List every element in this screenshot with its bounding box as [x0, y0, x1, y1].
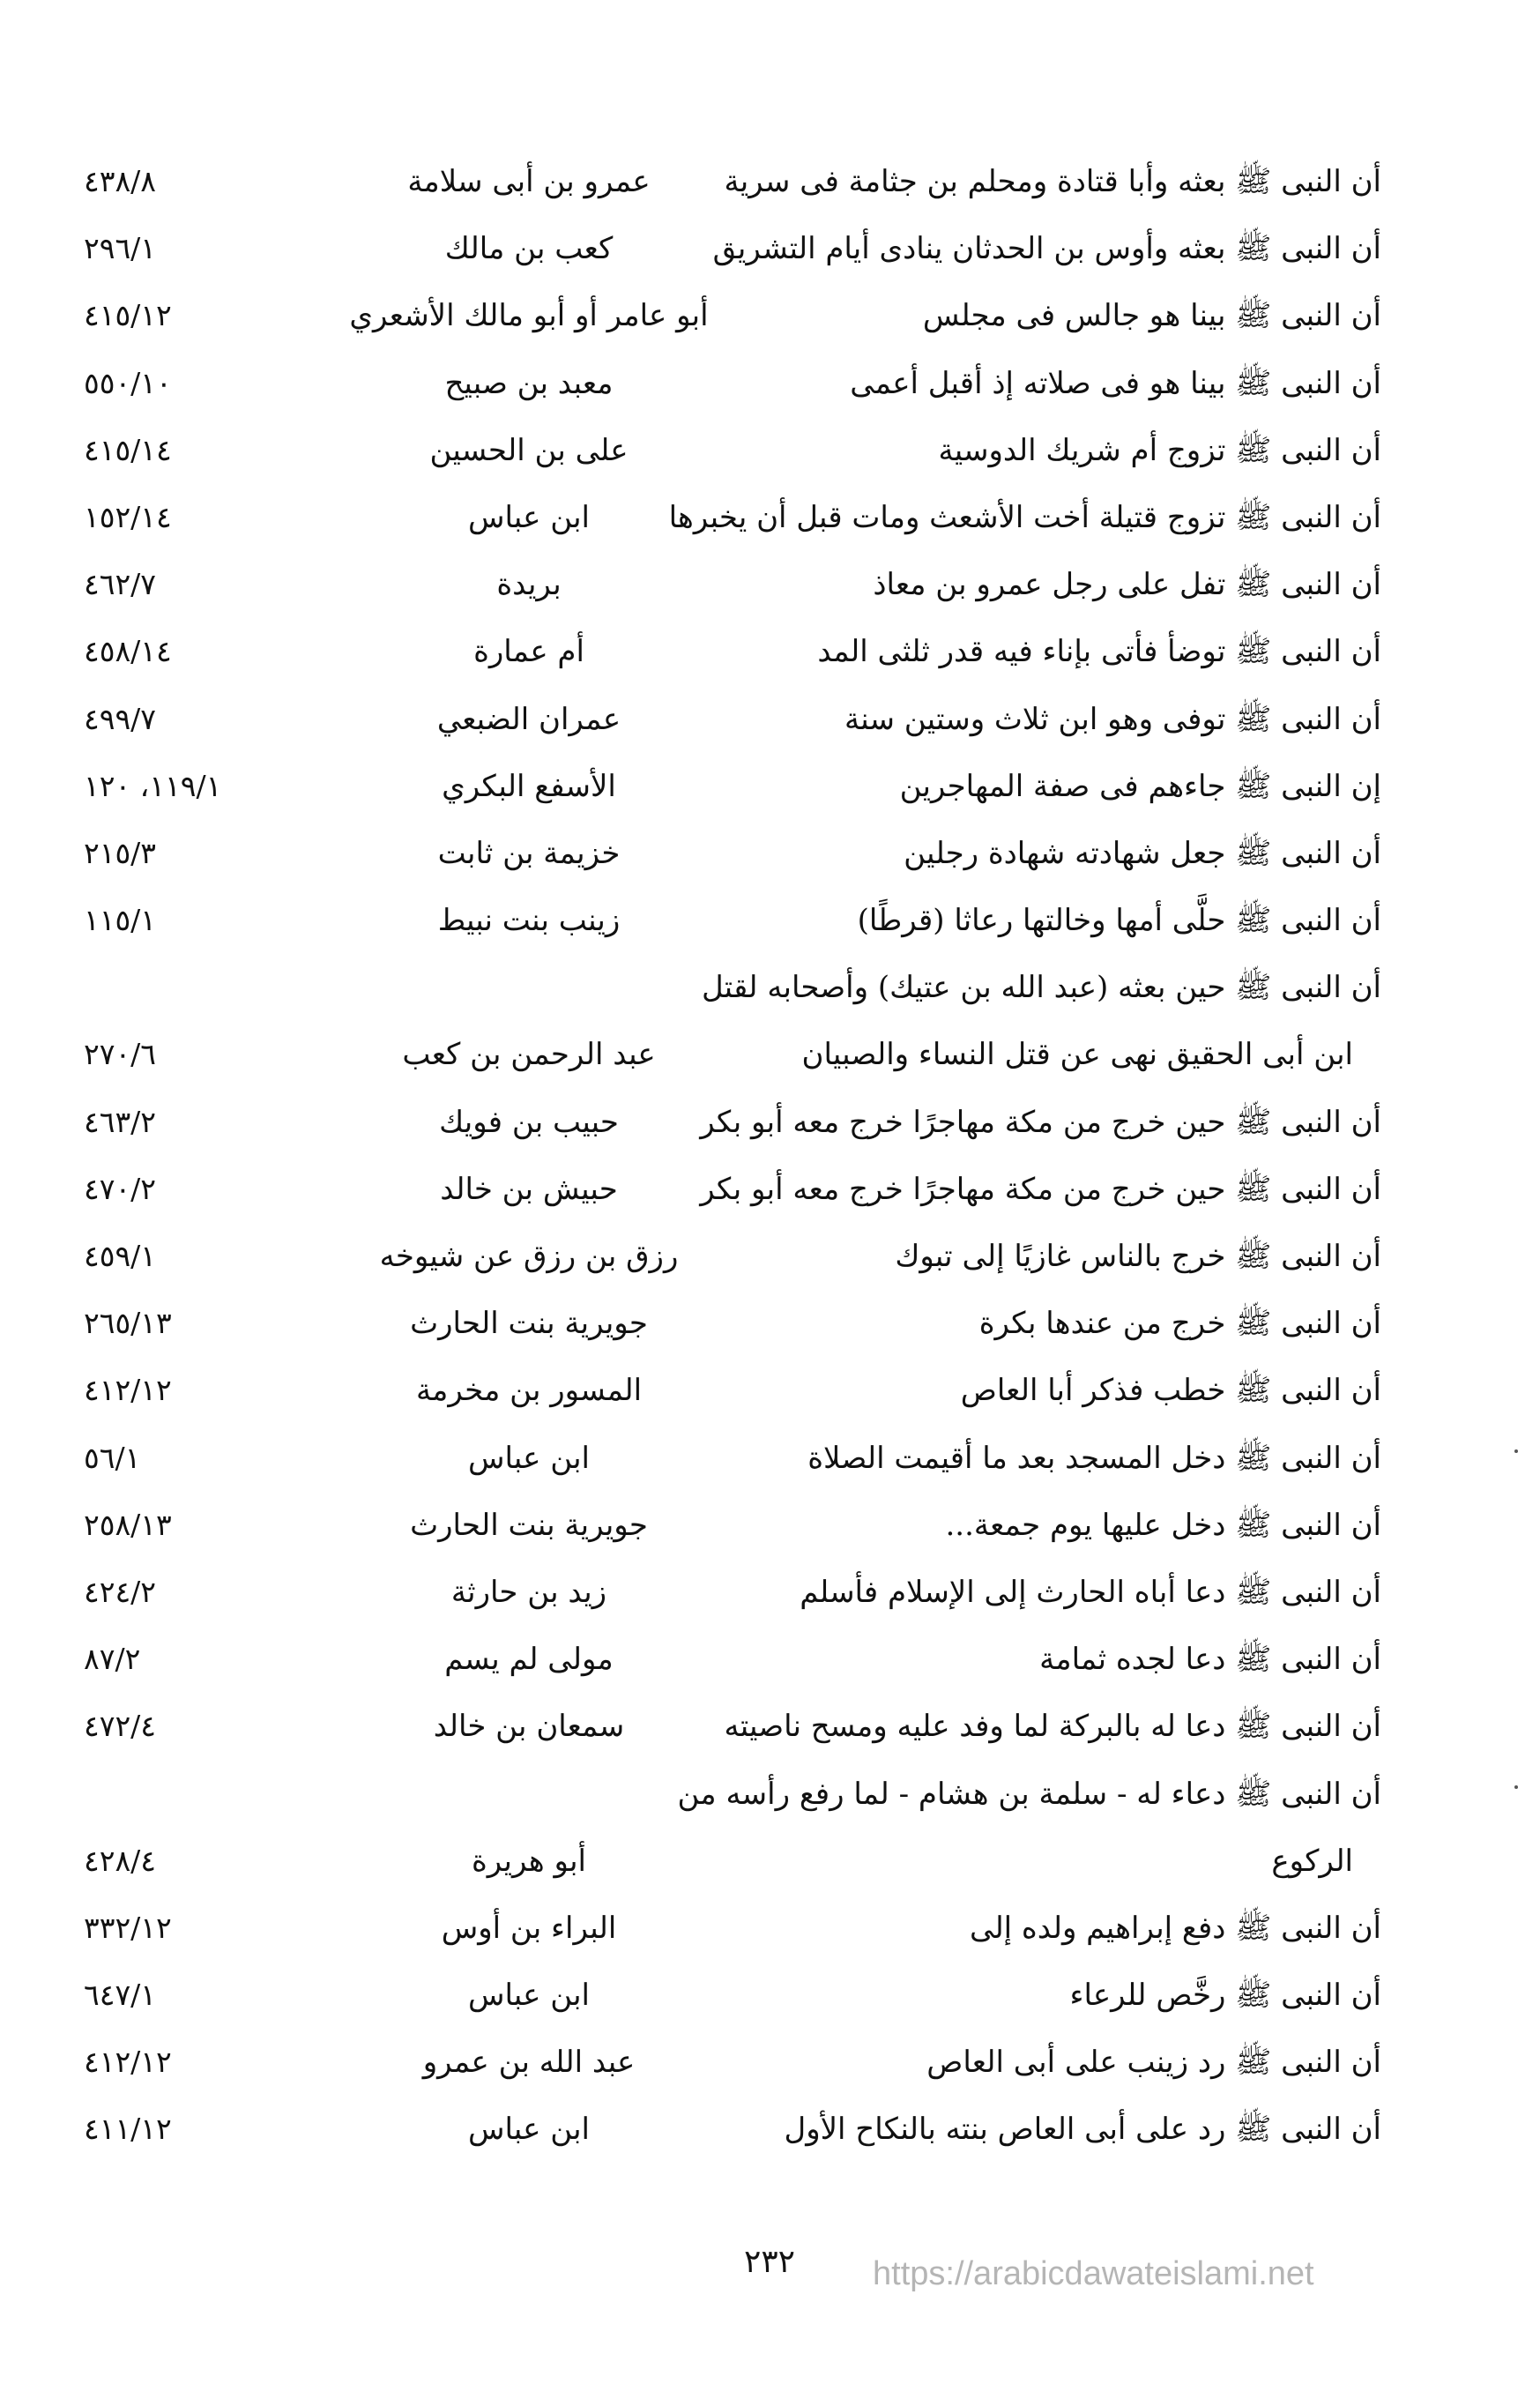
hadith-text: أن النبى ﷺ خطب فذكر أبا العاص — [960, 1373, 1381, 1409]
index-entry-row — [0, 148, 1540, 215]
index-entry-row — [0, 887, 1540, 954]
volume-page-ref: ٤١٢/١٢ — [84, 1373, 172, 1408]
index-entry-row — [0, 2029, 1540, 2096]
index-entry-row — [0, 1089, 1540, 1156]
hadith-text: أن النبى ﷺ توضأ فأتى بإناء فيه قدر ثلثى المد — [817, 634, 1381, 670]
narrator-name: حبيش بن خالد — [440, 1171, 618, 1207]
index-entry-row — [0, 1156, 1540, 1223]
narrator-name: أبو عامر أو أبو مالك الأشعري — [349, 298, 709, 334]
narrator-name: معبد بن صبيح — [444, 365, 614, 401]
index-entry-row — [0, 686, 1540, 753]
narrator-name: ابن عباس — [467, 1440, 590, 1476]
index-entry-row — [0, 1761, 1540, 1828]
hadith-text: أن النبى ﷺ دعا أباه الحارث إلى الإسلام فأسلم — [800, 1574, 1381, 1610]
volume-page-ref — [84, 954, 313, 1021]
volume-page-ref: ٢٥٨/١٣ — [84, 1507, 172, 1542]
index-entry-row — [0, 551, 1540, 618]
hadith-text: أن النبى ﷺ حين بعثه (عبد الله بن عتيك) وأصحابه لقتل — [701, 970, 1381, 1006]
volume-page-ref: ١١٥/١ — [84, 903, 157, 938]
index-entry-row — [0, 350, 1540, 417]
narrator-name: جويرية بنت الحارث — [410, 1507, 648, 1543]
narrator-name: سمعان بن خالد — [433, 1709, 625, 1745]
narrator-name: كعب بن مالك — [444, 231, 614, 267]
narrator-name — [291, 1761, 767, 1828]
narrator-name: خزيمة بن ثابت — [437, 835, 621, 871]
index-entry-row — [0, 753, 1540, 820]
hadith-text: أن النبى ﷺ توفى وهو ابن ثلاث وستين سنة — [844, 701, 1381, 737]
narrator-name — [291, 954, 767, 1021]
index-entry-row — [0, 820, 1540, 887]
volume-page-ref: ٤٥٩/١ — [84, 1239, 157, 1273]
volume-page-ref: ٤٦٣/٢ — [84, 1104, 157, 1139]
narrator-name: أم عمارة — [473, 634, 584, 670]
narrator-name: ابن عباس — [467, 1978, 590, 2014]
volume-page-ref: ٤١٥/١٢ — [84, 298, 172, 333]
volume-page-ref: ٤١٢/١٢ — [84, 2045, 172, 2080]
narrator-name: زيد بن حارثة — [450, 1574, 607, 1610]
hadith-text: أن النبى ﷺ خرج بالناس غازيًا إلى تبوك — [895, 1239, 1381, 1274]
narrator-name: على بن الحسين — [429, 432, 629, 468]
hadith-text: أن النبى ﷺ جعل شهادته شهادة رجلين — [904, 835, 1381, 871]
hadith-text: أن النبى ﷺ خرج من عندها بكرة — [978, 1306, 1381, 1342]
index-entry-row — [0, 1559, 1540, 1626]
hadith-text: أن النبى ﷺ رد زينب على أبى العاص — [926, 2045, 1381, 2081]
volume-page-ref: ٢١٥/٣ — [84, 835, 157, 870]
hadith-text: أن النبى ﷺ رد على أبى العاص بنته بالنكاح الأول — [784, 2112, 1381, 2148]
hadith-text: أن النبى ﷺ تزوج أم شريك الدوسية — [938, 432, 1381, 468]
volume-page-ref — [84, 1761, 313, 1828]
hadith-text: إن النبى ﷺ جاءهم فى صفة المهاجرين — [899, 768, 1381, 804]
narrator-name: ابن عباس — [467, 2112, 590, 2148]
index-entry-row — [0, 1357, 1540, 1424]
hadith-text: أن النبى ﷺ بعثه وأبا قتادة ومحلم بن جثامة فى سرية — [724, 164, 1381, 199]
index-entry-row — [0, 1425, 1540, 1492]
hadith-text: أن النبى ﷺ دخل المسجد بعد ما أقيمت الصلاة — [807, 1440, 1381, 1476]
narrator-name: عبد الرحمن بن كعب — [402, 1037, 656, 1073]
watermark-url: https://arabicdawateislami.net — [873, 2255, 1314, 2292]
hadith-text: أن النبى ﷺ دعاء له - سلمة بن هشام - لما رفع رأسه من — [677, 1776, 1381, 1812]
volume-page-ref: ٤١١/١٢ — [84, 2112, 172, 2147]
hadith-text: أن النبى ﷺ تزوج قتيلة أخت الأشعث ومات قبل أن يخبرها — [668, 499, 1381, 535]
hadith-text: أن النبى ﷺ تفل على رجل عمرو بن معاذ — [873, 567, 1381, 603]
volume-page-ref: ٤٩٩/٧ — [84, 701, 157, 736]
narrator-name: زينب بنت نبيط — [437, 903, 621, 939]
hadith-text: الركوع — [1271, 1843, 1353, 1879]
index-entry-row — [0, 1962, 1540, 2029]
narrator-name: حبيب بن فويك — [439, 1104, 619, 1140]
index-entry-row — [0, 2096, 1540, 2163]
hadith-text: أن النبى ﷺ دفع إبراهيم ولده إلى — [969, 1910, 1381, 1946]
index-entry-row — [0, 1021, 1540, 1088]
hadith-text: أن النبى ﷺ دعا لجده ثمامة — [1039, 1642, 1381, 1678]
hadith-text: أن النبى ﷺ حلَّى أمها وخالتها رعاثا (قرطًا) — [857, 903, 1381, 939]
narrator-name: عمرو بن أبى سلامة — [407, 164, 651, 199]
volume-page-ref: ٤٢٨/٤ — [84, 1843, 157, 1878]
volume-page-ref: ٤٧٠/٢ — [84, 1171, 157, 1206]
page-number: ٢٣٢ — [743, 2244, 795, 2280]
hadith-text: أن النبى ﷺ دخل عليها يوم جمعة... — [945, 1507, 1381, 1543]
volume-page-ref: ٤٦٢/٧ — [84, 567, 157, 602]
hadith-text: ابن أبى الحقيق نهى عن قتل النساء والصبيان — [801, 1037, 1353, 1073]
narrator-name: رزق بن رزق عن شيوخه — [379, 1239, 679, 1274]
volume-page-ref: ٤٥٨/١٤ — [84, 634, 172, 669]
volume-page-ref: ٥٥٠/١٠ — [84, 365, 172, 400]
index-entry-row — [0, 1895, 1540, 1962]
index-entry-row — [0, 954, 1540, 1021]
hadith-text: أن النبى ﷺ بينا هو فى صلاته إذ أقبل أعمى — [850, 365, 1381, 401]
index-entry-row — [0, 484, 1540, 551]
volume-page-ref: ٦٤٧/١ — [84, 1978, 157, 2013]
narrator-name: ابن عباس — [467, 499, 590, 535]
index-entry-row — [0, 215, 1540, 282]
index-entry-row — [0, 282, 1540, 349]
narrator-name: البراء بن أوس — [441, 1910, 617, 1946]
narrator-name: جويرية بنت الحارث — [410, 1306, 648, 1342]
index-entry-row — [0, 618, 1540, 685]
volume-page-ref: ٤٧٢/٤ — [84, 1709, 157, 1744]
index-entry-row — [0, 1290, 1540, 1357]
narrator-name: أبو هريرة — [471, 1843, 586, 1879]
hadith-text: أن النبى ﷺ حين خرج من مكة مهاجرًا خرج معه أبو بكر — [700, 1104, 1381, 1140]
scan-dot — [1514, 1449, 1518, 1453]
volume-page-ref: ١١٩/١، ١٢٠ — [84, 768, 222, 803]
narrator-name: مولى لم يسم — [444, 1642, 614, 1678]
hadith-text: أن النبى ﷺ بعثه وأوس بن الحدثان ينادى أيام التشريق — [712, 231, 1381, 267]
volume-page-ref: ٤٣٨/٨ — [84, 164, 157, 198]
volume-page-ref: ١٥٢/١٤ — [84, 499, 172, 534]
narrator-name: عمران الضبعي — [436, 701, 621, 737]
hadith-text: أن النبى ﷺ بينا هو جالس فى مجلس — [922, 298, 1381, 334]
volume-page-ref: ٢٦٥/١٣ — [84, 1306, 172, 1341]
volume-page-ref: ٢٧٠/٦ — [84, 1037, 157, 1072]
narrator-name: عبد الله بن عمرو — [422, 2045, 636, 2081]
hadith-text: أن النبى ﷺ دعا له بالبركة لما وفد عليه ومسح ناصيته — [724, 1709, 1381, 1745]
hadith-text: أن النبى ﷺ رخَّص للرعاء — [1069, 1978, 1381, 2014]
narrator-name: المسور بن مخرمة — [415, 1373, 643, 1409]
volume-page-ref: ٥٦/١ — [84, 1440, 141, 1475]
index-entry-row — [0, 1626, 1540, 1693]
scan-dot — [1514, 1785, 1518, 1789]
narrator-name: الأسفع البكري — [442, 768, 616, 804]
volume-page-ref: ٣٣٢/١٢ — [84, 1910, 172, 1945]
index-entry-row — [0, 417, 1540, 484]
index-entry-row — [0, 1492, 1540, 1559]
narrator-name: بريدة — [496, 567, 562, 603]
index-entry-row — [0, 1223, 1540, 1290]
volume-page-ref: ٤٢٤/٢ — [84, 1574, 157, 1609]
hadith-text: أن النبى ﷺ حين خرج من مكة مهاجرًا خرج معه أبو بكر — [700, 1171, 1381, 1207]
index-entry-row — [0, 1828, 1540, 1895]
volume-page-ref: ٢٩٦/١ — [84, 231, 157, 266]
index-entry-row — [0, 1693, 1540, 1760]
index-table — [0, 148, 1540, 2164]
volume-page-ref: ٨٧/٢ — [84, 1642, 141, 1677]
volume-page-ref: ٤١٥/١٤ — [84, 432, 172, 467]
